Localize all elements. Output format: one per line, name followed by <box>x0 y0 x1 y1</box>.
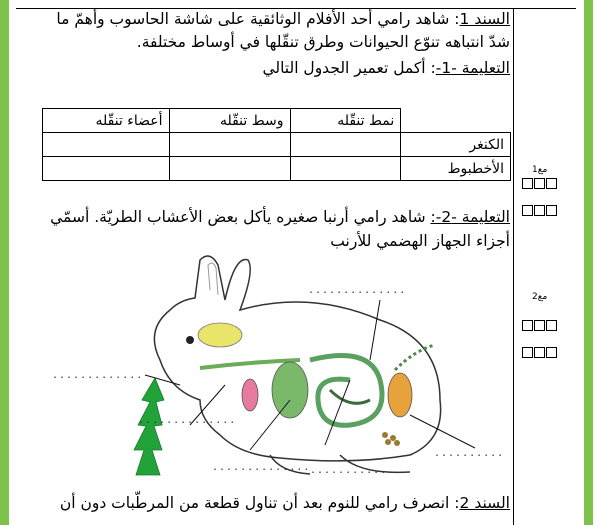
animal-cell: الكنغر <box>401 133 511 157</box>
score-boxes <box>522 205 558 216</box>
sanad1-label: السند 1 <box>459 10 510 28</box>
score-label-1: مع1 <box>532 165 548 175</box>
rabbit-digestive-illustration <box>50 250 480 484</box>
header-cell: وسط تنقّله <box>169 109 290 133</box>
answer-line[interactable]: .............. <box>212 462 311 473</box>
answer-line[interactable]: .............. <box>308 285 407 296</box>
instruction1-label: التعليمة -1- <box>435 59 510 77</box>
table-header-row <box>43 109 511 133</box>
table-row <box>43 133 511 157</box>
score-boxes <box>522 178 558 189</box>
instruction1 <box>40 57 510 80</box>
sanad2-label: السند 2 <box>459 494 510 512</box>
header-cell: نمط تنقّله <box>290 109 401 133</box>
instruction1-text: : أكمل تعمير الجدول التالي <box>262 59 436 77</box>
sanad1-paragraph <box>40 8 510 54</box>
table-corner <box>401 109 511 133</box>
sanad2-text: : انصرف رامي للنوم بعد أن تناول قطعة من المرطّبات دون أن <box>59 494 460 512</box>
margin-rule <box>513 8 514 525</box>
page-frame-right <box>584 0 593 525</box>
answer-line[interactable]: .......... <box>434 448 505 459</box>
answer-cell[interactable] <box>169 157 290 181</box>
sanad2-paragraph <box>40 492 510 515</box>
instruction2-label: التعليمة -2-: <box>430 208 510 226</box>
page-frame-left <box>0 0 9 525</box>
score-label-2: مع2 <box>532 292 548 302</box>
answer-line[interactable]: .............. <box>138 415 237 426</box>
movement-table <box>42 108 511 181</box>
header-cell: أعضاء تنقّله <box>43 109 170 133</box>
answer-cell[interactable] <box>290 157 401 181</box>
table-row <box>43 157 511 181</box>
animal-cell: الأخطبوط <box>401 157 511 181</box>
instruction2 <box>40 205 510 253</box>
answer-line[interactable]: .............. <box>310 465 409 476</box>
score-boxes <box>522 347 558 358</box>
answer-cell[interactable] <box>169 133 290 157</box>
instruction2-text: شاهد رامي أرنبا صغيره يأكل بعض الأعشاب الطريّة. أسمّي أجزاء الجهاز الهضمي للأرنب <box>50 208 510 250</box>
sanad1-text: : شاهد رامي أحد الأفلام الوثائقية على شاشة الحاسوب وأهمّ ما شدّ انتباهه تنوّع الحيوانات وطرق تنقّلها في أوساط مختلفة. <box>56 10 510 51</box>
answer-cell[interactable] <box>43 157 170 181</box>
score-boxes <box>522 320 558 331</box>
answer-line[interactable]: ............. <box>52 370 144 381</box>
answer-cell[interactable] <box>290 133 401 157</box>
answer-cell[interactable] <box>43 133 170 157</box>
